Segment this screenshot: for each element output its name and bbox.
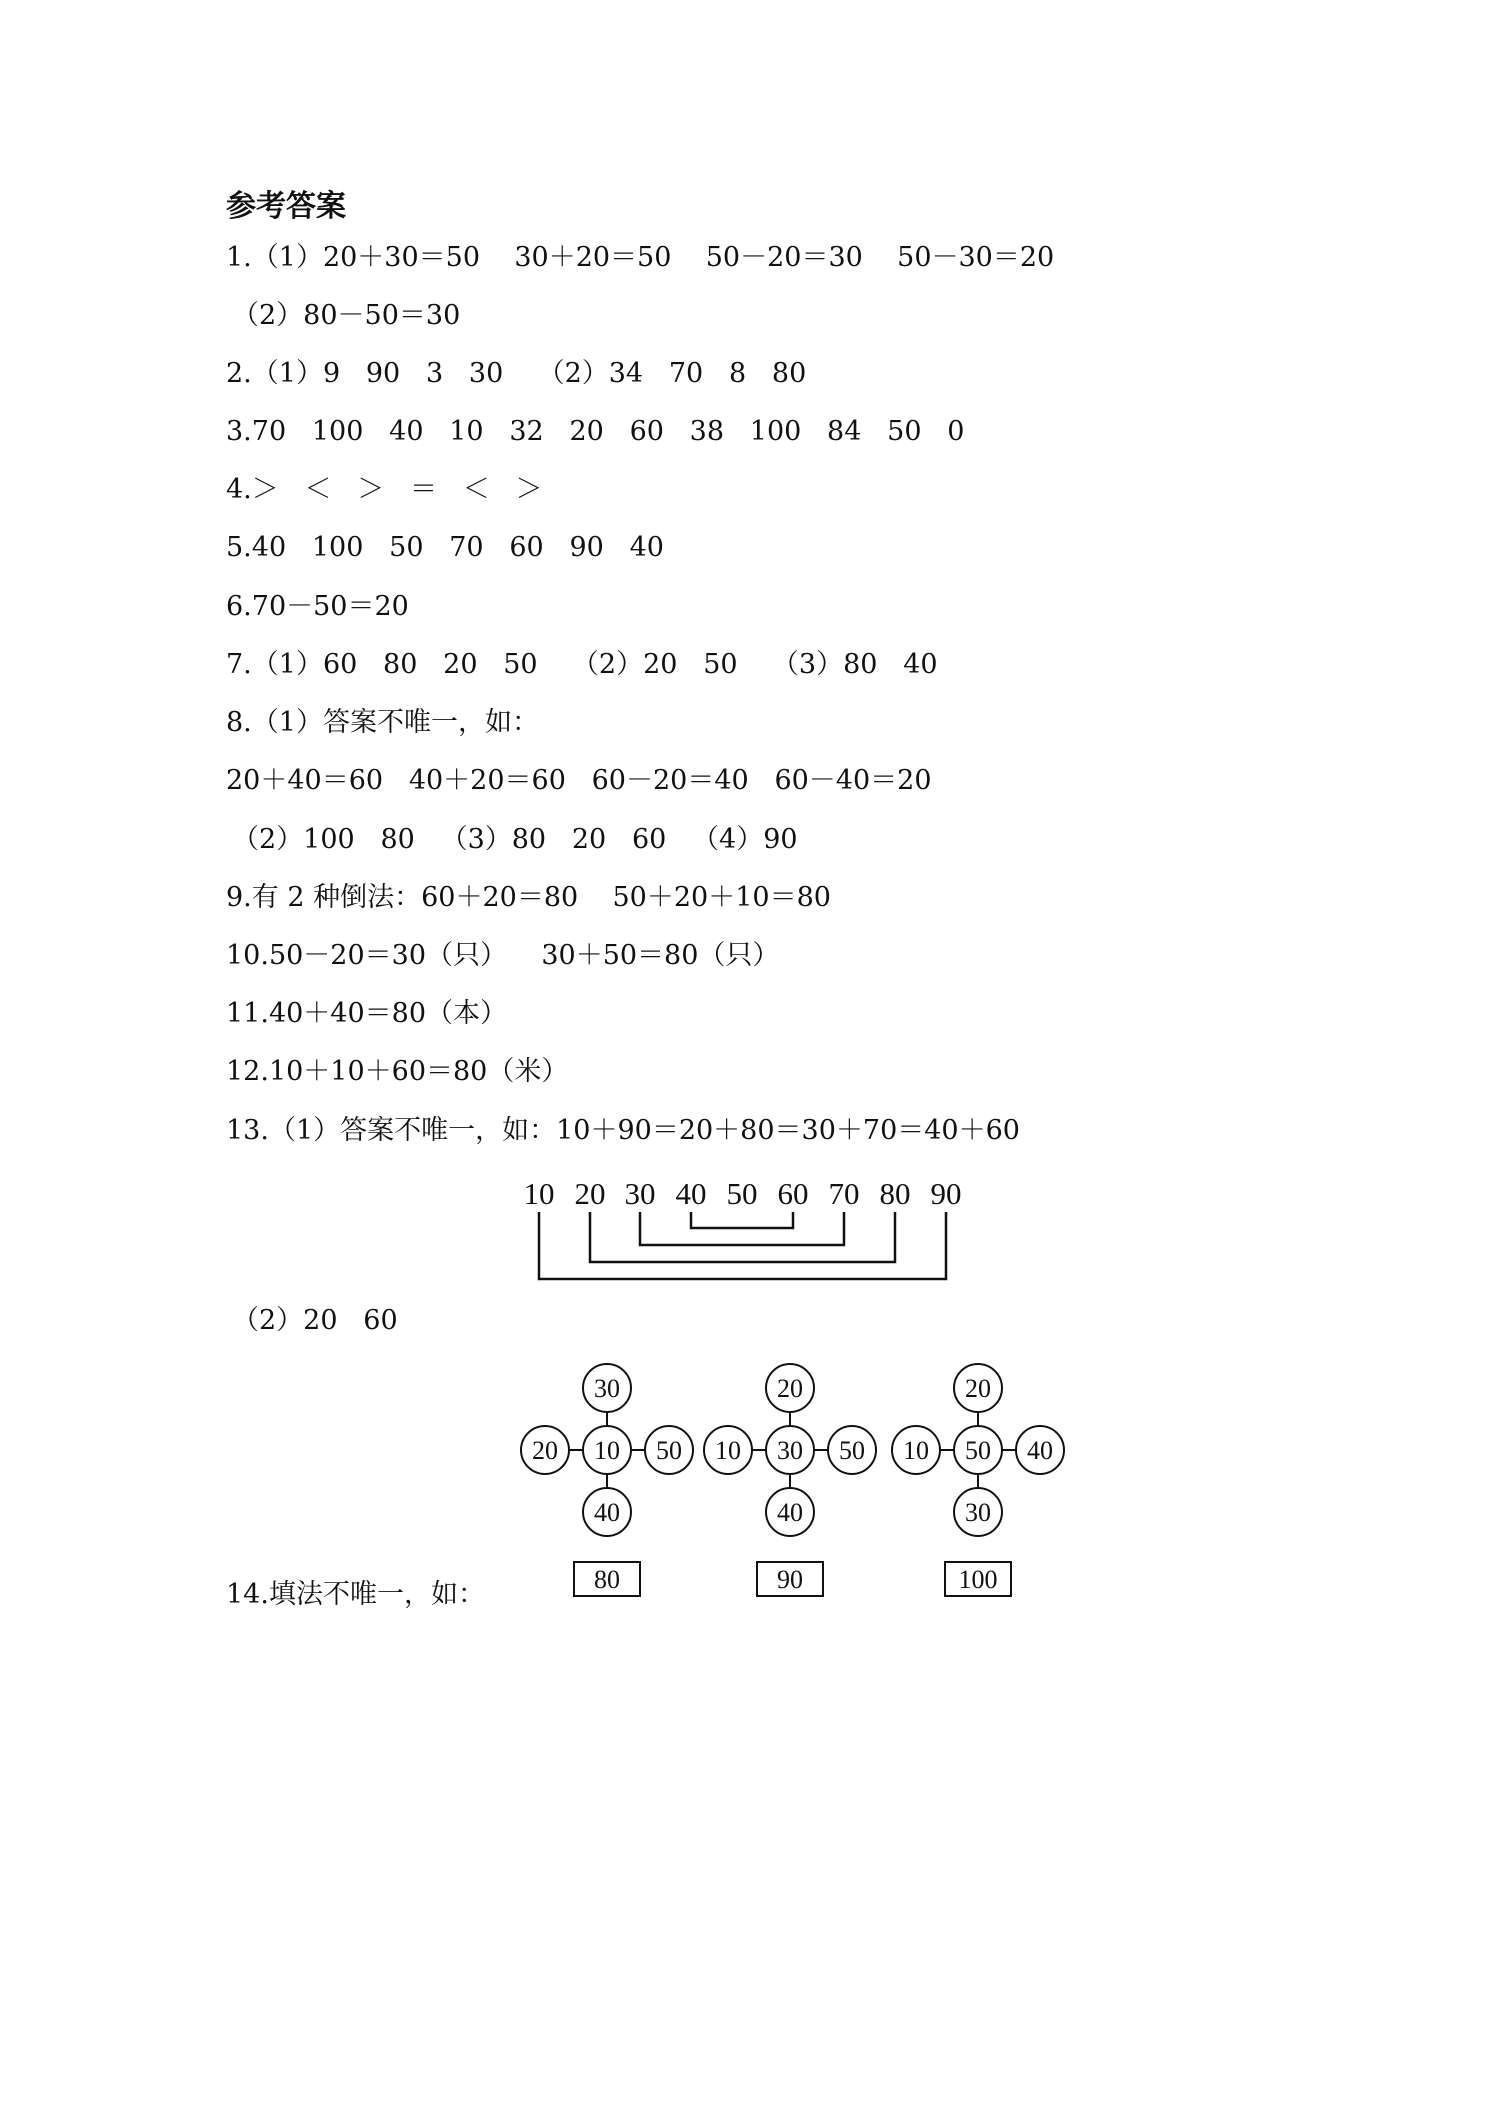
answer-line-7: 7.（1）60 80 20 50 （2）20 50 （3）80 40 [226,649,938,680]
cross-3-total: 100 [958,1565,998,1594]
cross-1-left: 20 [532,1436,558,1465]
page-title: 参考答案 [226,189,346,224]
cross-1-top: 30 [594,1374,620,1403]
pair-bracket-40-60 [691,1212,793,1228]
cross-1-right: 50 [656,1436,682,1465]
cross-1-bottom: 40 [594,1498,620,1527]
number-label: 50 [726,1176,758,1211]
answer-line-6: 6.70－50＝20 [226,591,409,622]
number-label: 30 [624,1176,656,1211]
cross-3-bottom: 30 [965,1498,991,1527]
answer-line-13-2: （2）20 60 [232,1305,398,1336]
number-label: 60 [777,1176,809,1211]
answer-line-8-2: （2）100 80 （3）80 20 60 （4）90 [232,824,798,855]
number-label: 90 [930,1176,962,1211]
answer-line-1: 1.（1）20＋30＝50 30＋20＝50 50－20＝30 50－30＝20 [226,242,1055,273]
number-label: 40 [675,1176,707,1211]
cross-2-left: 10 [715,1436,741,1465]
cross-2-bottom: 40 [777,1498,803,1527]
answer-line-13: 13.（1）答案不唯一，如：10＋90＝20＋80＝30＋70＝40＋60 [226,1115,1020,1146]
number-label: 80 [879,1176,911,1211]
number-label: 70 [828,1176,860,1211]
answer-line-4: 4.＞ ＜ ＞ ＝ ＜ ＞ [226,474,543,505]
cross-3-right: 40 [1027,1436,1053,1465]
answer-line-1-2: （2）80－50＝30 [232,300,461,331]
answer-line-5: 5.40 100 50 70 60 90 40 [226,532,664,563]
cross-2-center: 30 [777,1436,803,1465]
cross-1-total: 80 [594,1565,620,1594]
cross-3-top: 20 [965,1374,991,1403]
cross-2-right: 50 [839,1436,865,1465]
answer-line-10: 10.50－20＝30（只） 30＋50＝80（只） [226,940,780,971]
cross-3-center: 50 [965,1436,991,1465]
answer-line-9: 9.有 2 种倒法：60＋20＝80 50＋20＋10＝80 [226,882,831,913]
cross-2-total: 90 [777,1565,803,1594]
answer-line-8-eq: 20＋40＝60 40＋20＝60 60－20＝40 60－40＝20 [226,765,932,796]
answer-line-2: 2.（1）9 90 3 30 （2）34 70 8 80 [226,358,807,389]
number-label: 10 [523,1176,555,1211]
cross-1-center: 10 [594,1436,620,1465]
number-line-labels [524,1176,962,1211]
pair-bracket-20-80 [590,1212,895,1262]
answer-line-14: 14.填法不唯一，如： [226,1579,485,1610]
cross-2-top: 20 [777,1374,803,1403]
answer-line-3: 3.70 100 40 10 32 20 60 38 100 84 50 0 [226,416,965,447]
answer-line-8: 8.（1）答案不唯一，如： [226,707,539,738]
cross-3-left: 10 [903,1436,929,1465]
answer-line-11: 11.40＋40＝80（本） [226,998,508,1029]
answer-line-12: 12.10＋10＋60＝80（米） [226,1056,569,1087]
number-label: 20 [574,1176,606,1211]
